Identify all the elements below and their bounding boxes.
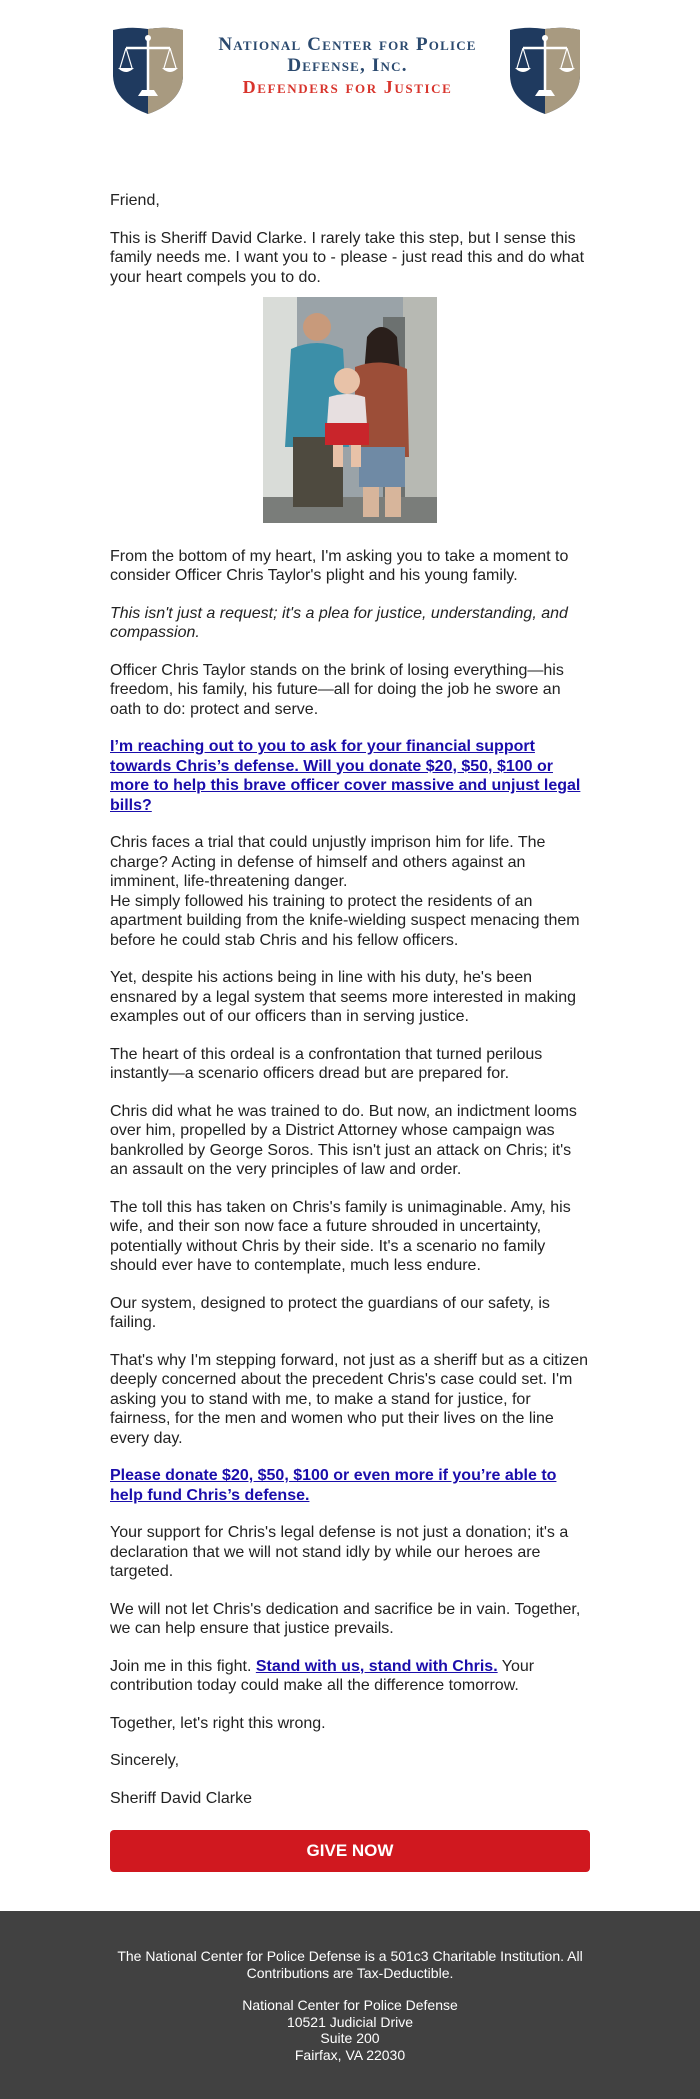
greeting: Friend, — [110, 192, 160, 209]
body-paragraph: Our system, designed to protect the guardians of our safety, is failing. — [110, 1294, 550, 1331]
body-text: Chris faces a trial that could unjustly imprison him for life. The charge? Acting in defense of himself and others against an imminent, life-threatening danger. — [110, 834, 546, 890]
body-text: Join me in this fight. — [110, 1657, 256, 1675]
body-paragraph: Chris did what he was trained to do. But now, an indictment looms over him, propelled by a District Attorney whose campaign was bankrolled by George Soros. This isn't just an attack on Chris; it's an assault on the very principles of law and order. — [110, 1102, 577, 1178]
signature: Sheriff David Clarke — [110, 1789, 252, 1807]
address-line: Fairfax, VA 22030 — [294, 2046, 406, 2063]
donate-link[interactable]: Please donate $20, $50, $100 or even more if you’re able to help fund Chris’s defense. — [110, 1467, 557, 1504]
org-name: National Center for Police Defense, Inc. — [218, 34, 477, 76]
body-paragraph: The toll this has taken on Chris's family is unimaginable. Amy, his wife, and their son now face a future shrouded in uncertainty, potentially without Chris by their side. It's a scenario no family should ever have to contemplate, much less endure. — [110, 1198, 571, 1274]
body-paragraph — [110, 1657, 590, 1696]
body-text: Your contribution today could make all the difference tomorrow. — [110, 1657, 535, 1694]
family-photo — [263, 297, 437, 523]
body-text: He simply followed his training to protect the residents of an apartment building from the knife-wielding suspect menacing them before he could stab Chris and his fellow officers. — [110, 892, 580, 949]
scales-of-justice-shield-icon — [110, 24, 186, 116]
address-line: Suite 200 — [320, 2030, 380, 2046]
org-tagline: Defenders for Justice — [242, 77, 453, 97]
body-paragraph — [110, 833, 590, 950]
scales-of-justice-shield-icon — [507, 24, 583, 116]
family-photo-wrapper — [110, 297, 590, 529]
closing: Sincerely, — [110, 1752, 180, 1769]
stand-with-chris-link[interactable]: Stand with us, stand with Chris. — [255, 1657, 498, 1675]
italic-plea: This isn't just a request; it's a plea for justice, understanding, and compassion. — [110, 604, 568, 641]
footer-address — [0, 1997, 700, 2063]
body-paragraph: Your support for Chris's legal defense is not just a donation; it's a declaration that we will not stand idly by while our heroes are targeted. — [110, 1524, 569, 1580]
intro-paragraph: This is Sheriff David Clarke. I rarely take this step, but I sense this family needs me. I want you to - please - just read this and do what your heart compels you to do. — [110, 229, 585, 286]
letter-body — [110, 191, 590, 1826]
give-now-button[interactable]: GIVE NOW — [110, 1830, 590, 1872]
donation-appeal-paragraph — [110, 1466, 590, 1505]
address-line: 10521 Judicial Drive — [286, 2013, 414, 2030]
body-paragraph: We will not let Chris's dedication and sacrifice be in vain. Together, we can help ensure that justice prevails. — [110, 1600, 581, 1637]
donation-appeal-paragraph — [110, 737, 590, 815]
body-paragraph: Together, let's right this wrong. — [110, 1714, 326, 1732]
donate-link[interactable]: I’m reaching out to you to ask for your financial support towards Chris’s defense. Will you donate $20, $50, $100 or more to help this brave officer cover massive and unjust legal bills? — [110, 738, 581, 814]
footer — [0, 1911, 700, 2099]
body-paragraph: Officer Chris Taylor stands on the brink of losing everything—his freedom, his family, his future—all for doing the job he swore an oath to do: protect and serve. — [110, 661, 564, 718]
body-paragraph: Yet, despite his actions being in line with his duty, he's been ensnared by a legal system that seems more interested in making examples out of our officers than in serving justice. — [110, 969, 577, 1025]
email-header — [110, 24, 584, 118]
body-paragraph: The heart of this ordeal is a confrontation that turned perilous instantly—a scenario officers dread but are prepared for. — [110, 1045, 543, 1082]
address-line: National Center for Police Defense — [242, 1997, 458, 2013]
body-paragraph: From the bottom of my heart, I'm asking you to take a moment to consider Officer Chris Taylor's plight and his young family. — [110, 547, 569, 584]
footer-tax-note: The National Center for Police Defense is a 501c3 Charitable Institution. All Contributions are Tax-Deductible. — [117, 1948, 583, 1981]
body-paragraph: That's why I'm stepping forward, not just as a sheriff but as a citizen deeply concerned about the precedent Chris's case could set. I'm asking you to stand with me, to make a stand for justice, for fairness, for the men and women who put their lives on the line every day. — [110, 1351, 589, 1447]
